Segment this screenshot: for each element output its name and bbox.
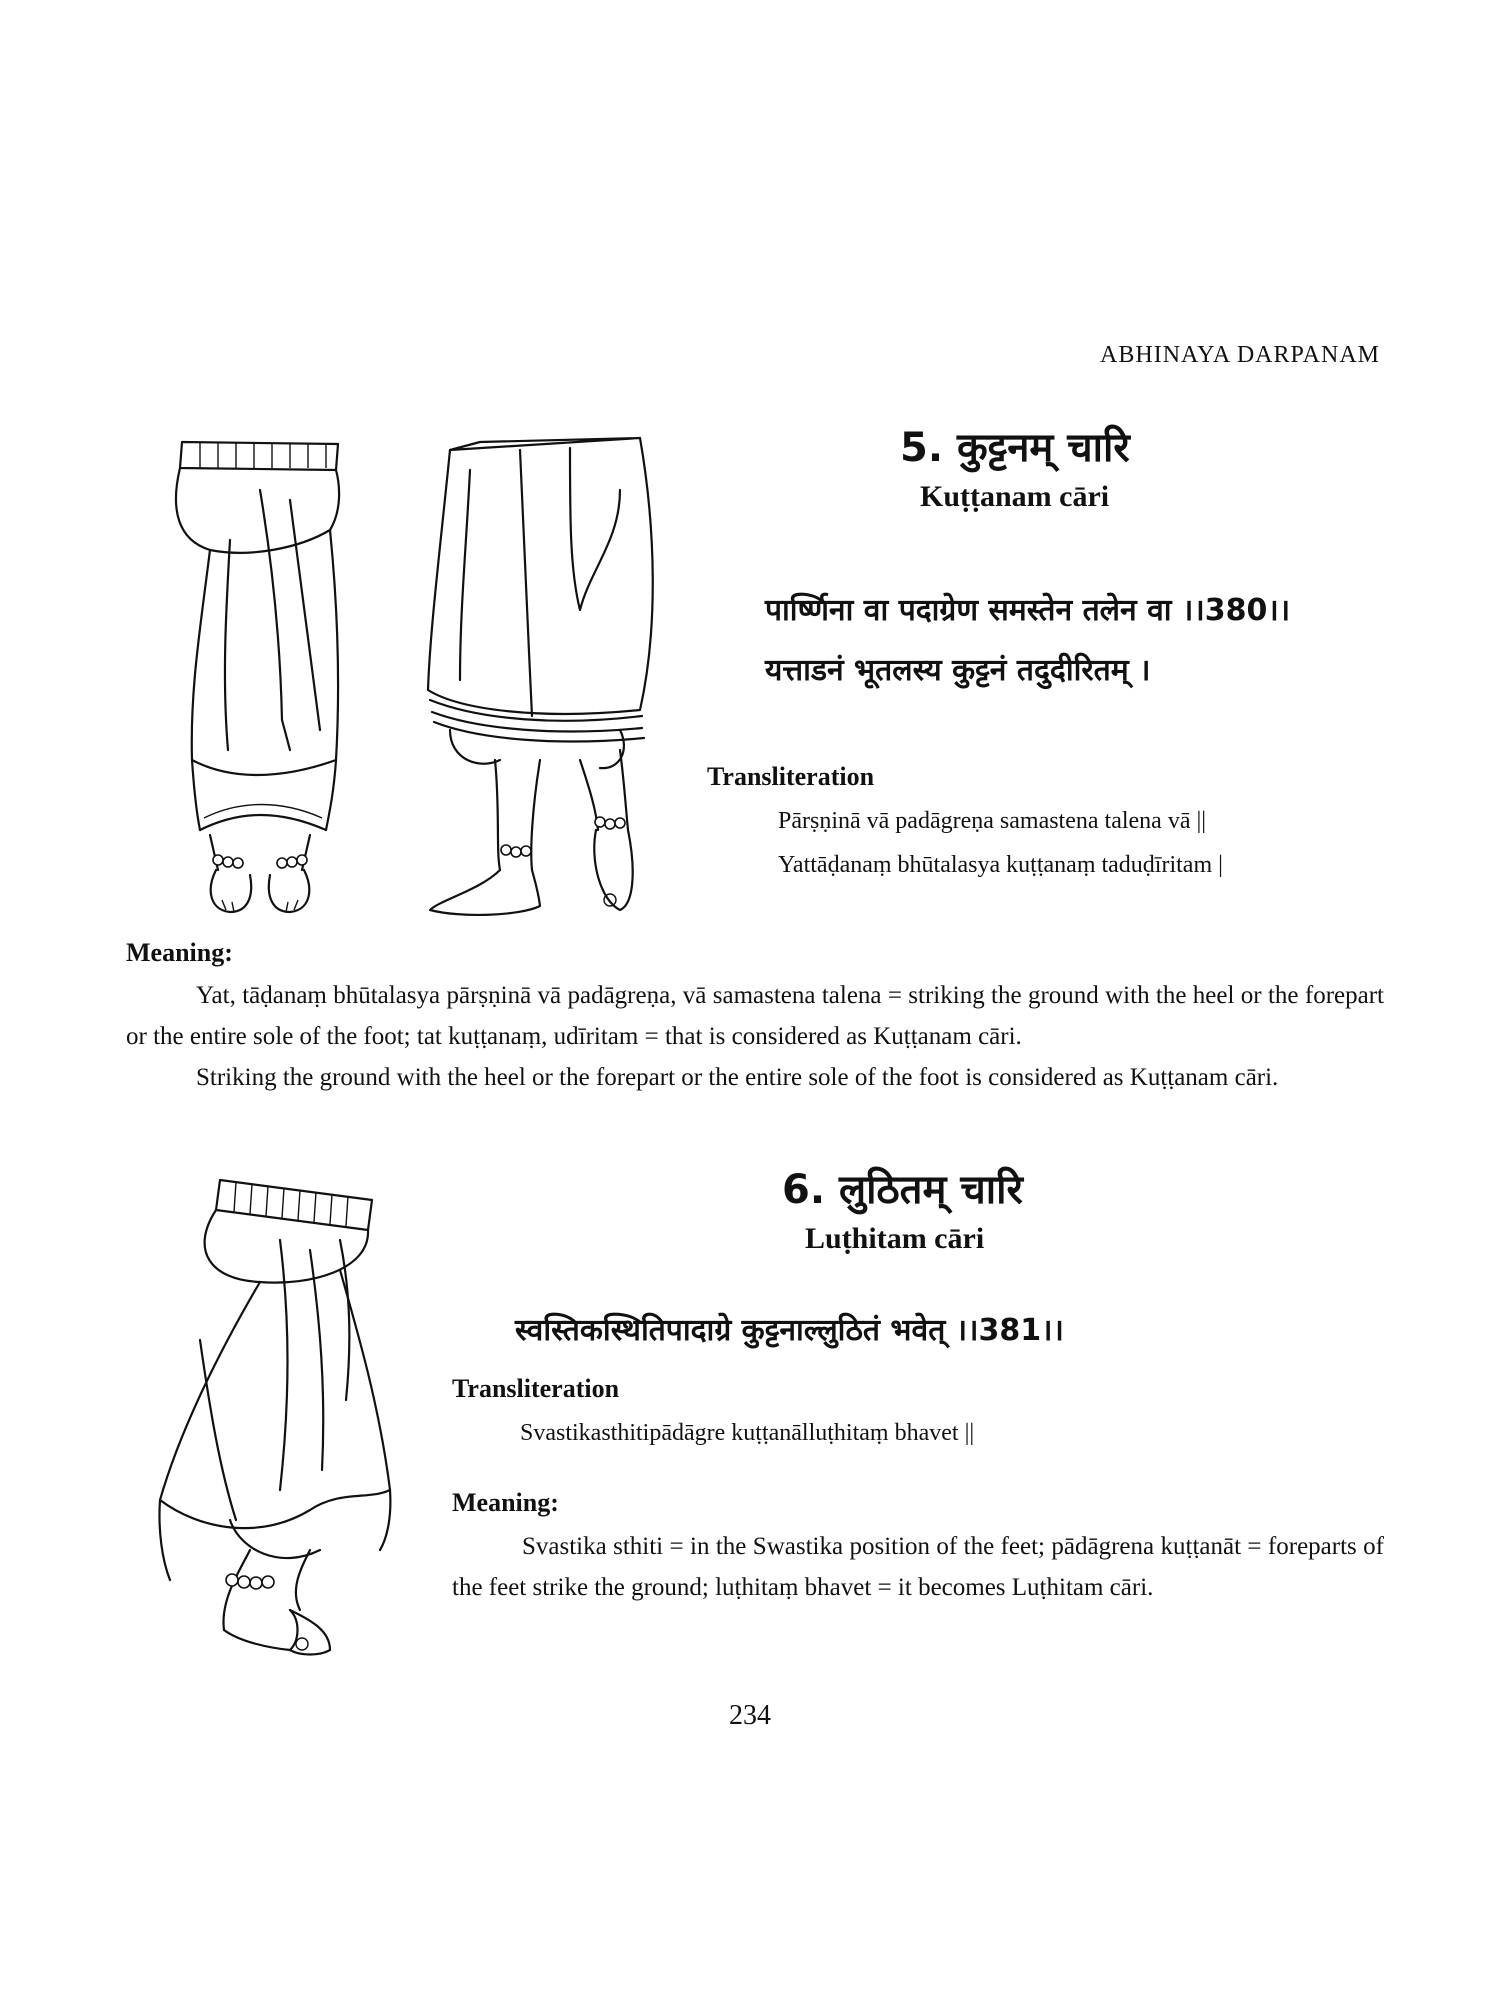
- section6-transliteration-label: Transliteration: [452, 1374, 620, 1403]
- section5-meaning-paragraph-1: Yat, tāḍanaṃ bhūtalasya pārṣṇinā vā padāgreṇa, vā samastena talena = striking the ground with the heel or the forepart or the entire sole of the foot; tat kuṭṭanaṃ, udīritam = that is considered as Kuṭṭanam cāri.: [126, 982, 1384, 1050]
- section6-meaning: [452, 1526, 1384, 1608]
- section6-title: 6. लुठितम् चारि: [782, 1167, 1023, 1213]
- section6-meaning-label: Meaning:: [452, 1488, 559, 1517]
- running-header: ABHINAYA DARPANAM: [1100, 342, 1380, 368]
- section5-meaning-paragraph-2: Striking the ground with the heel or the forepart or the entire sole of the foot is considered as Kuṭṭanam cāri.: [196, 1064, 1279, 1091]
- section5-transliteration-label: Transliteration: [707, 762, 875, 791]
- section5-verse-line1: पार्ष्णिना वा पदाग्रेण समस्तेन तलेन वा ।।380।।: [765, 593, 1291, 628]
- page-number: 234: [729, 1700, 771, 1731]
- section5-transliteration-line1: Pārṣṇinā vā padāgreṇa samastena talena vā ||: [778, 808, 1207, 834]
- section6-title-roman: Luṭhitam cāri: [805, 1222, 985, 1255]
- section5-transliteration-line2: Yattāḍanaṃ bhūtalasya kuṭṭanaṃ taduḍīritam |: [778, 852, 1223, 878]
- dancer-legs-heel-strike-illustration: [420, 430, 670, 920]
- section6-meaning-paragraph-1: Svastika sthiti = in the Swastika position of the feet; pādāgrena kuṭṭanāt = foreparts of the feet strike the ground; luṭhitaṃ bhavet = it becomes Luṭhitam cāri.: [452, 1533, 1384, 1601]
- section6-verse-line1: स्वस्तिकस्थितिपादाग्रे कुट्टनाल्लुठितं भवेत् ।।381।।: [515, 1313, 1064, 1348]
- section5-meaning: [126, 975, 1384, 1098]
- section5-verse-line2: यत्ताडनं भूतलस्य कुट्टनं तदुदीरितम् ।: [765, 653, 1151, 688]
- section6-transliteration-line1: Svastikasthitipādāgre kuṭṭanālluṭhitaṃ bhavet ||: [520, 1420, 975, 1446]
- dancer-legs-front-illustration: [170, 430, 350, 920]
- dancer-legs-crossed-illustration: [140, 1170, 410, 1660]
- section5-title: 5. कुट्टनम् चारि: [900, 425, 1130, 471]
- section5-title-roman: Kuṭṭanam cāri: [920, 480, 1110, 513]
- section5-meaning-label: Meaning:: [126, 938, 233, 967]
